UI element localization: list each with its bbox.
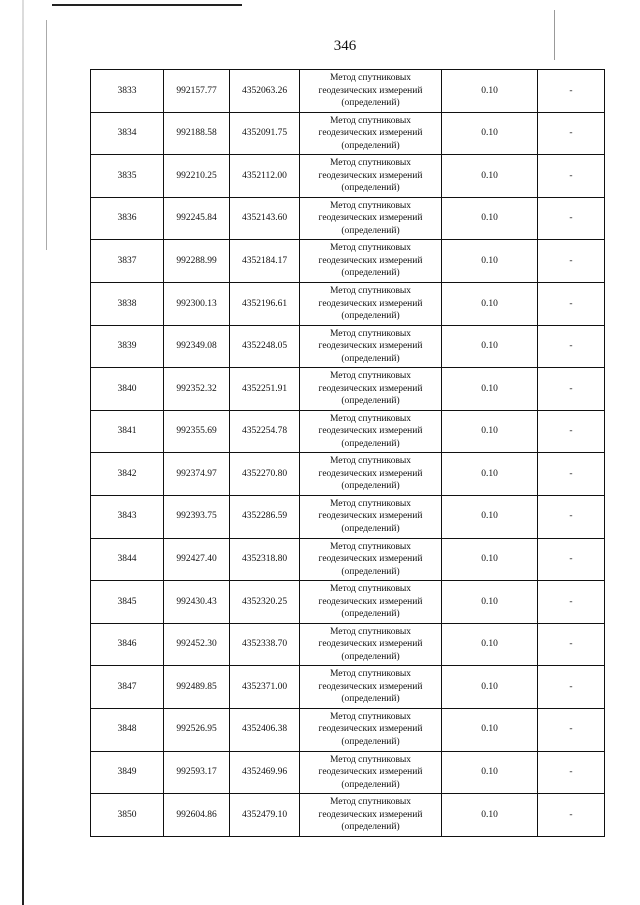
method-cell (300, 794, 442, 837)
y-coordinate-cell: 4352091.75 (230, 112, 300, 155)
method-line: Метод спутниковых (329, 754, 412, 765)
method-line: (определений) (341, 353, 400, 364)
method-line: Метод спутниковых (329, 626, 412, 637)
x-coordinate-cell: 992593.17 (164, 751, 230, 794)
note-cell: - (538, 794, 605, 837)
note-cell: - (538, 751, 605, 794)
table-row (91, 197, 605, 240)
y-coordinate-cell: 4352184.17 (230, 240, 300, 283)
table-row (91, 282, 605, 325)
point-number-cell: 3840 (91, 368, 164, 411)
accuracy-cell: 0.10 (442, 708, 538, 751)
method-line: (определений) (341, 140, 400, 151)
accuracy-cell: 0.10 (442, 751, 538, 794)
method-line: Метод спутниковых (329, 158, 412, 169)
table-row (91, 581, 605, 624)
method-line: геодезических измерений (318, 426, 423, 437)
table-row (91, 538, 605, 581)
method-line: геодезических измерений (318, 724, 423, 735)
method-cell (300, 666, 442, 709)
method-line: геодезических измерений (318, 767, 423, 778)
method-line: (определений) (341, 779, 400, 790)
method-line: геодезических измерений (318, 128, 423, 139)
method-line: геодезических измерений (318, 255, 423, 266)
x-coordinate-cell: 992430.43 (164, 581, 230, 624)
method-line: (определений) (341, 566, 400, 577)
x-coordinate-cell: 992245.84 (164, 197, 230, 240)
x-coordinate-cell: 992355.69 (164, 410, 230, 453)
note-cell: - (538, 666, 605, 709)
y-coordinate-cell: 4352320.25 (230, 581, 300, 624)
y-coordinate-cell: 4352112.00 (230, 155, 300, 198)
y-coordinate-cell: 4352338.70 (230, 623, 300, 666)
x-coordinate-cell: 992489.85 (164, 666, 230, 709)
method-cell (300, 538, 442, 581)
scan-artifact-top (52, 4, 242, 6)
method-line: (определений) (341, 651, 400, 662)
scan-artifact-left (22, 0, 24, 905)
point-number-cell: 3835 (91, 155, 164, 198)
method-line: геодезических измерений (318, 170, 423, 181)
x-coordinate-cell: 992452.30 (164, 623, 230, 666)
method-line: геодезических измерений (318, 681, 423, 692)
accuracy-cell: 0.10 (442, 495, 538, 538)
point-number-cell: 3834 (91, 112, 164, 155)
x-coordinate-cell: 992300.13 (164, 282, 230, 325)
point-number-cell: 3838 (91, 282, 164, 325)
method-line: Метод спутниковых (329, 456, 412, 467)
method-line: Метод спутниковых (329, 584, 412, 595)
accuracy-cell: 0.10 (442, 666, 538, 709)
method-line: геодезических измерений (318, 85, 423, 96)
accuracy-cell: 0.10 (442, 581, 538, 624)
point-number-cell: 3845 (91, 581, 164, 624)
method-cell (300, 282, 442, 325)
y-coordinate-cell: 4352286.59 (230, 495, 300, 538)
note-cell: - (538, 282, 605, 325)
accuracy-cell: 0.10 (442, 240, 538, 283)
point-number-cell: 3850 (91, 794, 164, 837)
method-line: (определений) (341, 98, 400, 109)
method-cell (300, 368, 442, 411)
note-cell: - (538, 368, 605, 411)
x-coordinate-cell: 992604.86 (164, 794, 230, 837)
method-cell (300, 581, 442, 624)
method-line: Метод спутниковых (329, 797, 412, 808)
method-line: геодезических измерений (318, 383, 423, 394)
x-coordinate-cell: 992288.99 (164, 240, 230, 283)
method-line: (определений) (341, 609, 400, 620)
point-number-cell: 3839 (91, 325, 164, 368)
accuracy-cell: 0.10 (442, 453, 538, 496)
x-coordinate-cell: 992526.95 (164, 708, 230, 751)
note-cell: - (538, 240, 605, 283)
method-line: геодезических измерений (318, 511, 423, 522)
method-line: геодезических измерений (318, 298, 423, 309)
accuracy-cell: 0.10 (442, 155, 538, 198)
note-cell: - (538, 197, 605, 240)
x-coordinate-cell: 992210.25 (164, 155, 230, 198)
table-row (91, 794, 605, 837)
accuracy-cell: 0.10 (442, 410, 538, 453)
method-line: Метод спутниковых (329, 413, 412, 424)
method-line: (определений) (341, 311, 400, 322)
note-cell: - (538, 623, 605, 666)
y-coordinate-cell: 4352254.78 (230, 410, 300, 453)
method-cell (300, 240, 442, 283)
method-line: Метод спутниковых (329, 115, 412, 126)
point-number-cell: 3847 (91, 666, 164, 709)
method-line: (определений) (341, 736, 400, 747)
table-row (91, 112, 605, 155)
table-row (91, 155, 605, 198)
accuracy-cell: 0.10 (442, 623, 538, 666)
note-cell: - (538, 70, 605, 113)
table-row (91, 708, 605, 751)
method-line: геодезических измерений (318, 468, 423, 479)
point-number-cell: 3849 (91, 751, 164, 794)
accuracy-cell: 0.10 (442, 794, 538, 837)
table-row (91, 453, 605, 496)
accuracy-cell: 0.10 (442, 197, 538, 240)
y-coordinate-cell: 4352318.80 (230, 538, 300, 581)
note-cell: - (538, 538, 605, 581)
note-cell: - (538, 453, 605, 496)
method-line: Метод спутниковых (329, 541, 412, 552)
y-coordinate-cell: 4352196.61 (230, 282, 300, 325)
note-cell: - (538, 325, 605, 368)
x-coordinate-cell: 992427.40 (164, 538, 230, 581)
point-number-cell: 3841 (91, 410, 164, 453)
accuracy-cell: 0.10 (442, 538, 538, 581)
method-cell (300, 751, 442, 794)
table-row (91, 325, 605, 368)
table-row (91, 623, 605, 666)
point-number-cell: 3837 (91, 240, 164, 283)
x-coordinate-cell: 992393.75 (164, 495, 230, 538)
coordinates-table-body (91, 70, 605, 837)
accuracy-cell: 0.10 (442, 368, 538, 411)
method-cell (300, 708, 442, 751)
y-coordinate-cell: 4352371.00 (230, 666, 300, 709)
method-cell (300, 197, 442, 240)
y-coordinate-cell: 4352406.38 (230, 708, 300, 751)
method-line: (определений) (341, 268, 400, 279)
table-row (91, 410, 605, 453)
accuracy-cell: 0.10 (442, 112, 538, 155)
method-line: Метод спутниковых (329, 243, 412, 254)
method-line: геодезических измерений (318, 213, 423, 224)
method-line: Метод спутниковых (329, 328, 412, 339)
note-cell: - (538, 708, 605, 751)
table-row (91, 70, 605, 113)
point-number-cell: 3836 (91, 197, 164, 240)
method-line: Метод спутниковых (329, 371, 412, 382)
y-coordinate-cell: 4352479.10 (230, 794, 300, 837)
method-line: Метод спутниковых (329, 498, 412, 509)
point-number-cell: 3843 (91, 495, 164, 538)
note-cell: - (538, 112, 605, 155)
method-line: Метод спутниковых (329, 200, 412, 211)
y-coordinate-cell: 4352143.60 (230, 197, 300, 240)
method-line: Метод спутниковых (329, 669, 412, 680)
method-line: геодезических измерений (318, 341, 423, 352)
table-row (91, 666, 605, 709)
y-coordinate-cell: 4352469.96 (230, 751, 300, 794)
table-row (91, 751, 605, 794)
accuracy-cell: 0.10 (442, 282, 538, 325)
method-line: Метод спутниковых (329, 711, 412, 722)
point-number-cell: 3844 (91, 538, 164, 581)
method-line: (определений) (341, 822, 400, 833)
x-coordinate-cell: 992374.97 (164, 453, 230, 496)
y-coordinate-cell: 4352063.26 (230, 70, 300, 113)
method-cell (300, 410, 442, 453)
method-line: (определений) (341, 523, 400, 534)
method-cell (300, 495, 442, 538)
method-line: (определений) (341, 438, 400, 449)
note-cell: - (538, 495, 605, 538)
x-coordinate-cell: 992349.08 (164, 325, 230, 368)
point-number-cell: 3848 (91, 708, 164, 751)
method-cell (300, 623, 442, 666)
note-cell: - (538, 155, 605, 198)
method-line: геодезических измерений (318, 639, 423, 650)
method-line: (определений) (341, 183, 400, 194)
point-number-cell: 3842 (91, 453, 164, 496)
y-coordinate-cell: 4352251.91 (230, 368, 300, 411)
coordinates-table (90, 69, 605, 837)
x-coordinate-cell: 992352.32 (164, 368, 230, 411)
accuracy-cell: 0.10 (442, 325, 538, 368)
point-number-cell: 3846 (91, 623, 164, 666)
table-row (91, 495, 605, 538)
method-cell (300, 155, 442, 198)
method-line: Метод спутниковых (329, 286, 412, 297)
method-cell (300, 453, 442, 496)
y-coordinate-cell: 4352270.80 (230, 453, 300, 496)
x-coordinate-cell: 992188.58 (164, 112, 230, 155)
note-cell: - (538, 581, 605, 624)
method-line: (определений) (341, 396, 400, 407)
method-line: геодезических измерений (318, 809, 423, 820)
x-coordinate-cell: 992157.77 (164, 70, 230, 113)
method-line: геодезических измерений (318, 554, 423, 565)
method-line: (определений) (341, 481, 400, 492)
method-line: геодезических измерений (318, 596, 423, 607)
accuracy-cell: 0.10 (442, 70, 538, 113)
method-cell (300, 70, 442, 113)
table-row (91, 368, 605, 411)
page-number: 346 (333, 38, 357, 54)
table-row (91, 240, 605, 283)
method-line: (определений) (341, 694, 400, 705)
method-cell (300, 325, 442, 368)
note-cell: - (538, 410, 605, 453)
point-number-cell: 3833 (91, 70, 164, 113)
method-cell (300, 112, 442, 155)
y-coordinate-cell: 4352248.05 (230, 325, 300, 368)
method-line: (определений) (341, 225, 400, 236)
method-line: Метод спутниковых (329, 73, 412, 84)
